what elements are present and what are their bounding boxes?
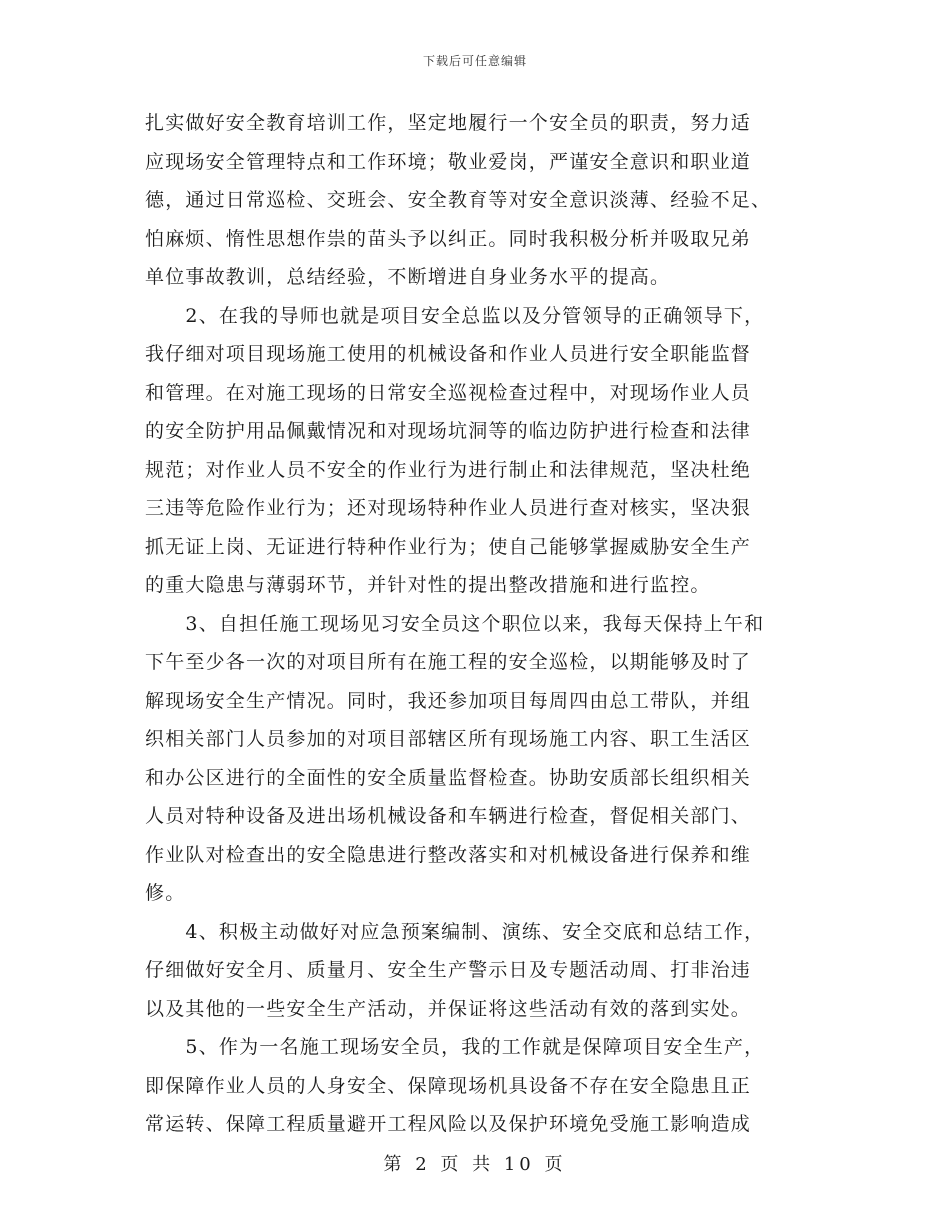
body-line: 抓无证上岗、无证进行特种作业行为；使自己能够掌握威胁安全生产 [145,535,752,558]
body-line: 三违等危险作业行为；还对现场特种作业人员进行查对核实，坚决狠 [145,497,752,519]
body-line: 常运转、保障工程质量避开工程风险以及保护环境免受施工影响造成 [145,1113,752,1135]
body-line: 仔细做好安全月、质量月、安全生产警示日及专题活动周、打非治违 [145,959,752,981]
body-line: 作业队对检查出的安全隐患进行整改落实和对机械设备进行保养和维 [145,843,752,866]
body-line: 扎实做好安全教育培训工作，坚定地履行一个安全员的职责，努力适 [145,112,752,134]
document-body [145,104,805,1144]
body-line: 的安全防护用品佩戴情况和对现场坑洞等的临边防护进行检查和法律 [145,420,752,442]
body-line: 单位事故教训，总结经验，不断增进自身业务水平的提高。 [145,266,671,288]
page-number-footer: 第 2 页 共 10 页 [383,1154,567,1175]
body-line: 应现场安全管理特点和工作环境；敬业爱岗，严谨安全意识和职业道 [145,150,752,173]
body-line: 人员对特种设备及进出场机械设备和车辆进行检查，督促相关部门、 [145,805,752,827]
body-line: 4、积极主动做好对应急预案编制、演练、安全交底和总结工作， [145,920,765,943]
body-line: 德，通过日常巡检、交班会、安全教育等对安全意识淡薄、经验不足、 [145,189,772,211]
body-line: 和办公区进行的全面性的安全质量监督检查。协助安质部长组织相关 [145,766,752,789]
body-line: 修。 [145,882,186,904]
body-line: 2、在我的导师也就是项目安全总监以及分管领导的正确领导下， [145,304,765,327]
body-line: 规范；对作业人员不安全的作业行为进行制止和法律规范，坚决杜绝 [145,458,752,481]
page-header: 下载后可任意编辑 [422,54,527,68]
body-line: 我仔细对项目现场施工使用的机械设备和作业人员进行安全职能监督 [145,343,752,365]
body-line: 3、自担任施工现场见习安全员这个职位以来，我每天保持上午和 [145,612,765,635]
body-line: 的重大隐患与薄弱环节，并针对性的提出整改措施和进行监控。 [145,574,711,596]
body-line: 解现场安全生产情况。同时，我还参加项目每周四由总工带队，并组 [145,689,752,712]
body-line: 以及其他的一些安全生产活动，并保证将这些活动有效的落到实处。 [145,997,752,1020]
body-line: 即保障作业人员的人身安全、保障现场机具设备不存在安全隐患且正 [145,1074,752,1097]
body-line: 下午至少各一次的对项目所有在施工程的安全巡检，以期能够及时了 [145,651,752,673]
body-line: 织相关部门人员参加的对项目部辖区所有现场施工内容、职工生活区 [145,728,752,750]
body-line: 怕麻烦、惰性思想作祟的苗头予以纠正。同时我积极分析并吸取兄弟 [145,227,752,250]
body-line: 5、作为一名施工现场安全员，我的工作就是保障项目安全生产， [145,1036,765,1058]
body-line: 和管理。在对施工现场的日常安全巡视检查过程中，对现场作业人员 [145,381,752,404]
